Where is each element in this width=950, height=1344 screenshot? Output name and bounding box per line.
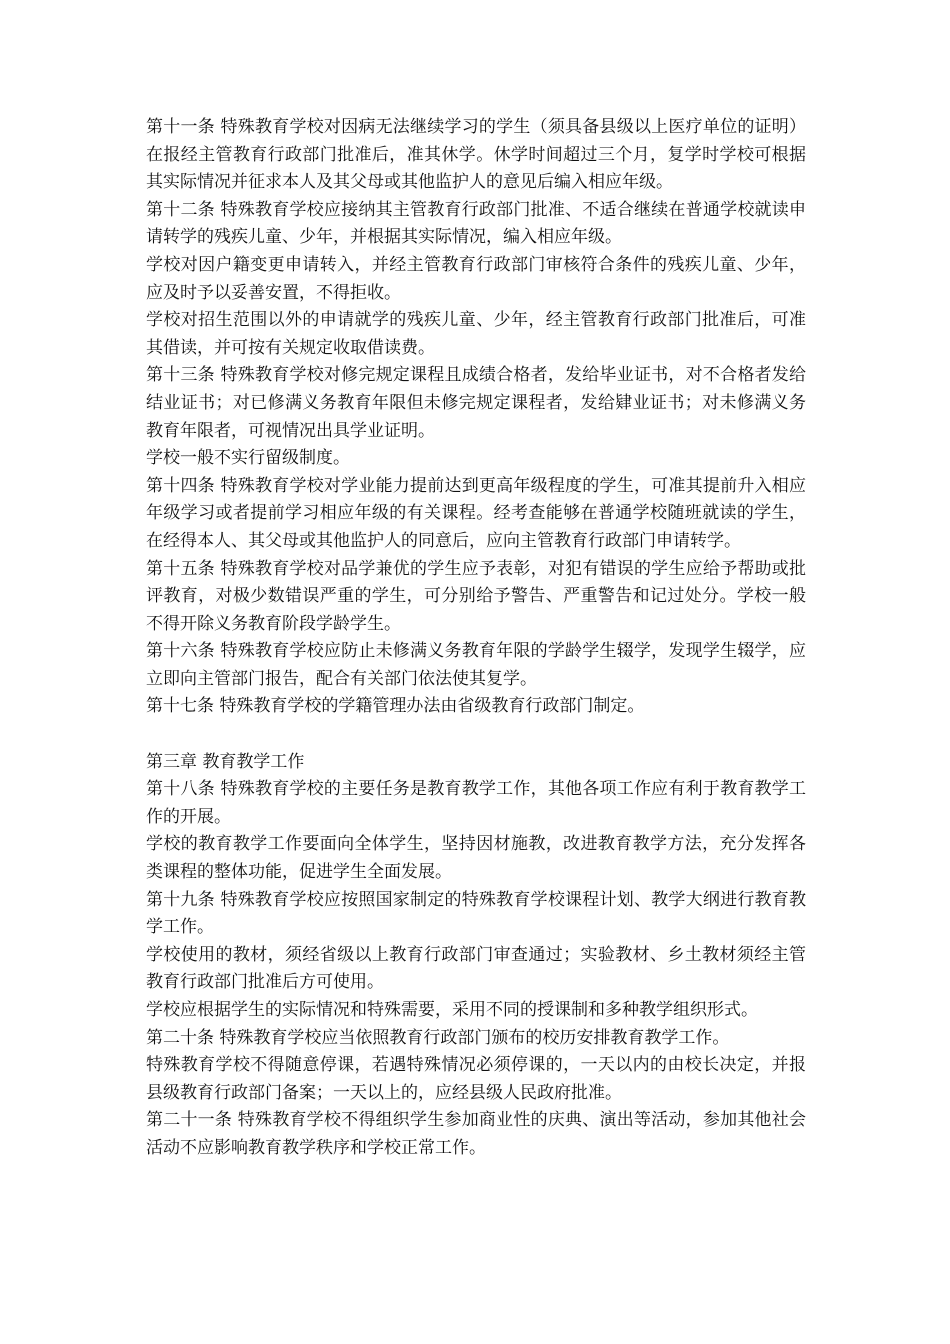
document-body <box>146 114 806 1163</box>
chapter-3-heading: 第三章 教育教学工作 <box>146 751 305 772</box>
article-19-textbook-paragraph: 学校使用的教材，须经省级以上教育行政部门审查通过；实验教材、乡土教材须经主管教育行政部门批准后方可使用。 <box>146 944 806 993</box>
article-21: 第二十一条 特殊教育学校不得组织学生参加商业性的庆典、演出等活动，参加其他社会活动不应影响教育教学秩序和学校正常工作。 <box>146 1110 806 1158</box>
article-19: 第十九条 特殊教育学校应按照国家制定的特殊教育学校课程计划、教学大纲进行教育教学工作。 <box>146 889 806 938</box>
article-19-organization-paragraph: 学校应根据学生的实际情况和特殊需要，采用不同的授课制和多种教学组织形式。 <box>146 1000 758 1020</box>
article-18: 第十八条 特殊教育学校的主要任务是教育教学工作，其他各项工作应有利于教育教学工作的开展。 <box>146 779 806 827</box>
blank-line <box>146 721 806 749</box>
article-11: 第十一条 特殊教育学校对因病无法继续学习的学生（须具备县级以上医疗单位的证明）在报经主管教育行政部门批准后，准其休学。休学时间超过三个月，复学时学校可根据其实际情况并征求本人及其父母或其他监护人的意见后编入相应年级。 <box>146 117 806 193</box>
article-20-suspension-paragraph: 特殊教育学校不得随意停课，若遇特殊情况必须停课的，一天以内的由校长决定，并报县级教育行政部门备案；一天以上的，应经县级人民政府批准。 <box>146 1055 806 1103</box>
article-16: 第十六条 特殊教育学校应防止未修满义务教育年限的学龄学生辍学，发现学生辍学，应立即向主管部门报告，配合有关部门依法使其复学。 <box>146 641 806 689</box>
article-15: 第十五条 特殊教育学校对品学兼优的学生应予表彰，对犯有错误的学生应给予帮助或批评教育，对极少数错误严重的学生，可分别给予警告、严重警告和记过处分。学校一般不得开除义务教育阶段学龄学生。 <box>146 558 806 634</box>
article-20: 第二十条 特殊教育学校应当依照教育行政部门颁布的校历安排教育教学工作。 <box>146 1027 730 1048</box>
article-12-transfer-paragraph: 学校对因户籍变更申请转入，并经主管教育行政部门审核符合条件的残疾儿童、少年，应及时予以妥善安置，不得拒收。 <box>146 254 806 303</box>
article-18-teaching-paragraph: 学校的教育教学工作要面向全体学生，坚持因材施教，改进教育教学方法，充分发挥各类课程的整体功能，促进学生全面发展。 <box>146 834 806 883</box>
article-12-borrowing-paragraph: 学校对招生范围以外的申请就学的残疾儿童、少年，经主管教育行政部门批准后，可准其借读，并可按有关规定收取借读费。 <box>146 310 806 358</box>
article-13: 第十三条 特殊教育学校对修完规定课程且成绩合格者，发给毕业证书，对不合格者发给结业证书；对已修满义务教育年限但未修完规定课程者，发给肄业证书；对未修满义务教育年限者，可视情况出具学业证明。 <box>146 365 806 441</box>
article-12: 第十二条 特殊教育学校应接纳其主管教育行政部门批准、不适合继续在普通学校就读申请转学的残疾儿童、少年，并根据其实际情况，编入相应年级。 <box>146 199 806 248</box>
article-13-no-repeat-paragraph: 学校一般不实行留级制度。 <box>146 448 350 469</box>
article-14: 第十四条 特殊教育学校对学业能力提前达到更高年级程度的学生，可准其提前升入相应年级学习或者提前学习相应年级的有关课程。经考查能够在普通学校随班就读的学生，在经得本人、其父母或其他监护人的同意后，应向主管教育行政部门申请转学。 <box>146 475 806 551</box>
article-17: 第十七条 特殊教育学校的学籍管理办法由省级教育行政部门制定。 <box>146 696 645 717</box>
